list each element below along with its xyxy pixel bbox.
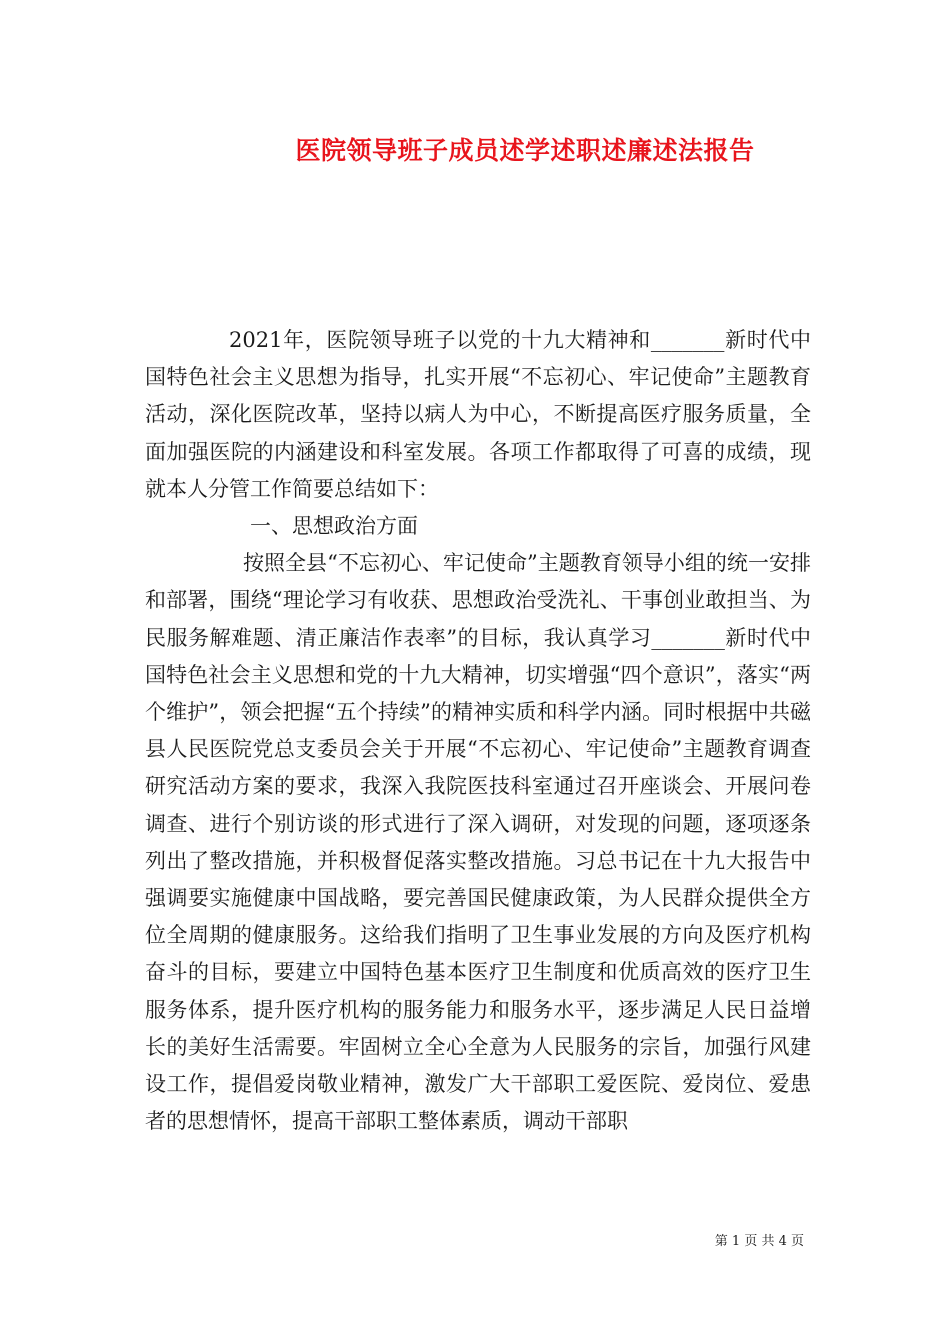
section-heading: 一、思想政治方面 bbox=[250, 514, 418, 539]
page-number: 第 1 页 共 4 页 bbox=[714, 1234, 804, 1249]
document-body bbox=[145, 322, 811, 1140]
section-paragraph: 按照全县“不忘初心、牢记使命”主题教育领导小组的统一安排和部署，围绕“理论学习有收获、思想政治受洗礼、干事创业敢担当、为民服务解难题、清正廉洁作表率”的目标，我认真学习_______新时代中国特色社会主义思想和党的十九大精神，切实增强“四个意识”，落实“两个维护”，领会把握“五个持续”的精神实质和科学内涵。同时根据中共磁县人民医院党总支委员会关于开展“不忘初心、牢记使命”主题教育调查研究活动方案的要求，我深入我院医技科室通过召开座谈会、开展问卷调查、进行个别访谈的形式进行了深入调研，对发现的问题，逐项逐条列出了整改措施，并积极督促落实整改措施。习总书记在十九大报告中强调要实施健康中国战略，要完善国民健康政策，为人民群众提供全方位全周期的健康服务。这给我们指明了卫生事业发展的方向及医疗机构奋斗的目标，要建立中国特色基本医疗卫生制度和优质高效的医疗卫生服务体系，提升医疗机构的服务能力和服务水平，逐步满足人民日益增长的美好生活需要。牢固树立全心全意为人民服务的宗旨，加强行风建设工作，提倡爱岗敬业精神，激发广大干部职工爱医院、爱岗位、爱患者的思想情怀，提高干部职工整体素质，调动干部职 bbox=[145, 551, 811, 1134]
intro-paragraph: 2021年，医院领导班子以党的十九大精神和_______新时代中国特色社会主义思想为指导，扎实开展“不忘初心、牢记使命”主题教育活动，深化医院改革，坚持以病人为中心，不断提高医疗服务质量，全面加强医院的内涵建设和科室发展。各项工作都取得了可喜的成绩，现就本人分管工作简要总结如下： bbox=[145, 328, 811, 501]
document-title: 医院领导班子成员述学述职述廉述法报告 bbox=[295, 136, 755, 165]
